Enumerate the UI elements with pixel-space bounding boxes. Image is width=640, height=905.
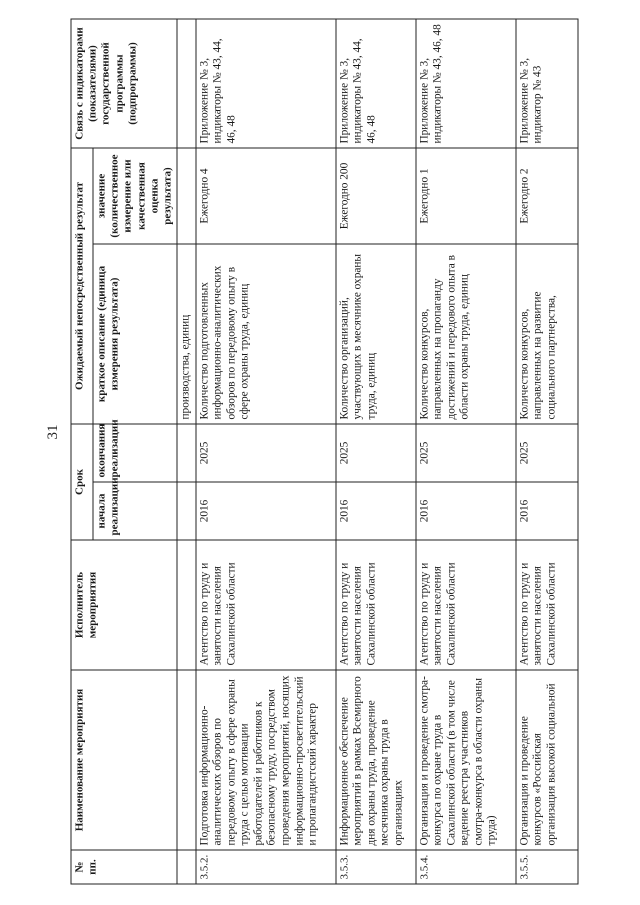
measures-table — [71, 19, 579, 885]
table-row — [336, 19, 416, 884]
header-term-end: окончания реализации — [93, 424, 177, 482]
row-result-desc: Количество организаций, участвующих в месячнике охраны труда, единиц — [336, 244, 416, 424]
row-result-desc: Количество конкурсов, направленных на пропаганду достижений и передового опыта в области охраны труда, единиц — [416, 244, 516, 424]
row-executor: Агентство по труду и занятости населения Сахалинской области — [336, 540, 416, 670]
table-row — [516, 19, 578, 884]
carry-result-desc: производства, единиц — [177, 244, 196, 424]
page-number: 31 — [45, 424, 61, 440]
row-result-desc: Количество конкурсов, направленных на развитие социального партнерства, — [516, 244, 578, 424]
row-end: 2025 — [516, 424, 578, 482]
row-start: 2016 — [196, 482, 336, 540]
row-num: 3.5.5. — [516, 850, 578, 884]
row-name: Организация и проведение смотра-конкурса по охране труда в Сахалинской области (в том числе ведение реестра участников смотра-конкурса в области охраны труда) — [416, 670, 516, 850]
row-result-value: Ежегодно 1 — [416, 148, 516, 244]
header-link: Связь с индикаторами (показателями) государственной программы (подпрограммы) — [71, 19, 177, 148]
row-result-value: Ежегодно 200 — [336, 148, 416, 244]
row-name: Подготовка информационно-аналитических обзоров по передовому опыту в сфере охраны труда с целью мотивации работодателей и работников к безопасному труду, посредством проведения мероприятий, носящих информационно-просветительский и пропагандистский характер — [196, 670, 336, 850]
header-term-start: начала реализации — [93, 482, 177, 540]
row-link: Приложение № 3, индикаторы № 43, 44, 46, 48 — [336, 19, 416, 148]
row-end: 2025 — [336, 424, 416, 482]
table-row — [196, 19, 336, 884]
row-num: 3.5.3. — [336, 850, 416, 884]
header-result: Ожидаемый непосредственный результат — [71, 148, 93, 424]
row-start: 2016 — [516, 482, 578, 540]
row-result-value: Ежегодно 4 — [196, 148, 336, 244]
header-result-value: значение (количественное измерение или качественная оценка результата) — [93, 148, 177, 244]
row-start: 2016 — [336, 482, 416, 540]
table-row — [416, 19, 516, 884]
row-name: Организация и проведение конкурсов «Российская организация высокой социальной — [516, 670, 578, 850]
document-table-rotated — [71, 20, 571, 885]
row-link: Приложение № 3, индикаторы № 43, 46, 48 — [416, 19, 516, 148]
row-num: 3.5.4. — [416, 850, 516, 884]
header-executor: Исполнитель мероприятия — [71, 540, 177, 670]
row-link: Приложение № 3, индикаторы № 43, 44, 46, 48 — [196, 19, 336, 148]
row-executor: Агентство по труду и занятости населения Сахалинской области — [516, 540, 578, 670]
row-link: Приложение № 3, индикатор № 43 — [516, 19, 578, 148]
row-executor: Агентство по труду и занятости населения Сахалинской области — [416, 540, 516, 670]
row-name: Информационное обеспечение мероприятий в рамках Всемирного дня охраны труда, проведение месячника охраны труда в организациях — [336, 670, 416, 850]
header-name: Наименование мероприятия — [71, 670, 177, 850]
row-start: 2016 — [416, 482, 516, 540]
row-num: 3.5.2. — [196, 850, 336, 884]
header-num: № пп. — [71, 850, 177, 884]
row-result-value: Ежегодно 2 — [516, 148, 578, 244]
header-term: Срок — [71, 424, 93, 540]
row-executor: Агентство по труду и занятости населения Сахалинской области — [196, 540, 336, 670]
row-end: 2025 — [196, 424, 336, 482]
header-result-desc: краткое описание (единица измерения результата) — [93, 244, 177, 424]
carry-row — [177, 19, 196, 884]
row-result-desc: Количество подготовленных информационно-аналитических обзоров по передовому опыту в сфере охраны труда, единиц — [196, 244, 336, 424]
row-end: 2025 — [416, 424, 516, 482]
